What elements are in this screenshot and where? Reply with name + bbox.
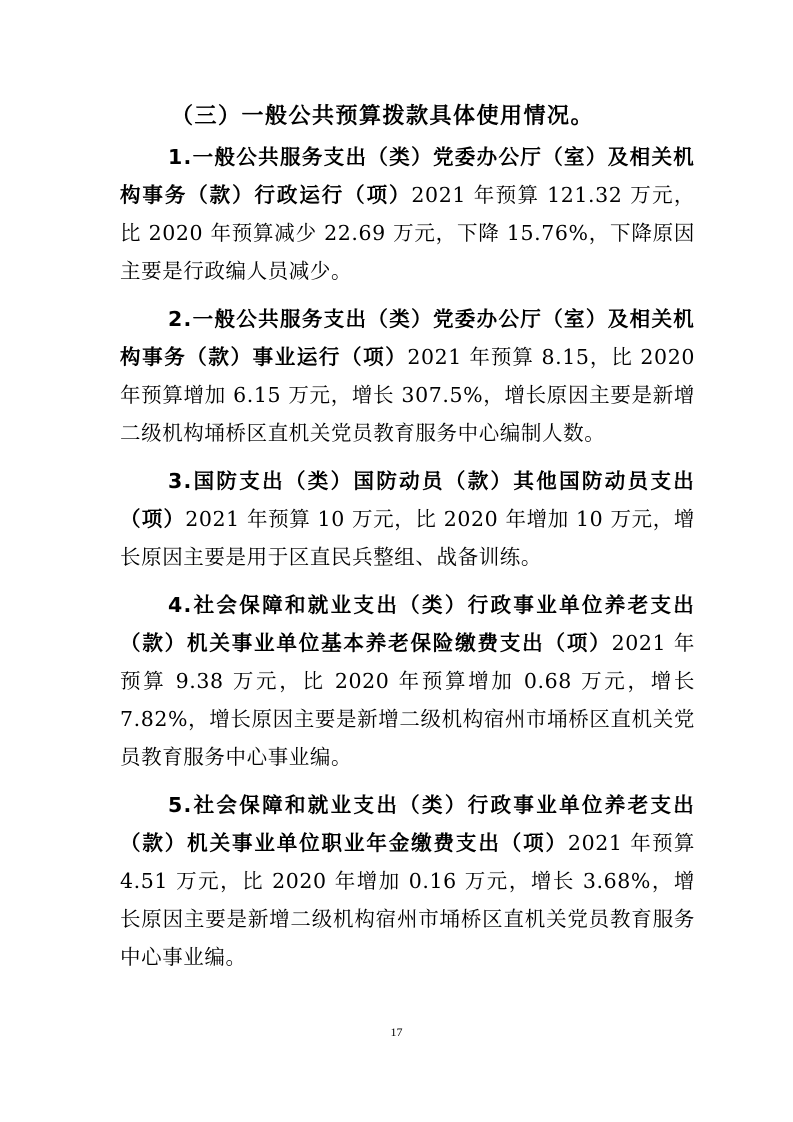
paragraph-item-3 bbox=[120, 462, 695, 576]
item-5-body: 2021 年预算 4.51 万元，比 2020 年增加 0.16 万元，增长 3.68%，增长原因主要是新增二级机构宿州市埇桥区直机关党员教育服务中心事业编。 bbox=[120, 831, 695, 969]
item-2-title: 2.一般公共服务支出（类）党委办公厅（室）及相关机构事务（款）事业运行（项） bbox=[120, 307, 695, 369]
page-content bbox=[120, 100, 695, 976]
item-4-body: 2021 年预算 9.38 万元，比 2020 年预算增加 0.68 万元，增长 7.82%，增长原因主要是新增二级机构宿州市埇桥区直机关党员教育服务中心事业编。 bbox=[120, 631, 695, 769]
paragraph-item-1 bbox=[120, 138, 695, 290]
section-heading: （三）一般公共预算拨款具体使用情况。 bbox=[171, 104, 595, 129]
item-1-title: 1.一般公共服务支出（类）党委办公厅（室）及相关机构事务（款）行政运行（项） bbox=[120, 145, 695, 207]
paragraph-item-4 bbox=[120, 586, 695, 776]
item-3-title: 3.国防支出（类）国防动员（款）其他国防动员支出（项） bbox=[120, 469, 695, 531]
item-5-title: 5.社会保障和就业支出（类）行政事业单位养老支出（款）机关事业单位职业年金缴费支出（项） bbox=[120, 793, 695, 855]
item-2-body: 2021 年预算 8.15，比 2020 年预算增加 6.15 万元，增长 307.5%，增长原因主要是新增二级机构埇桥区直机关党员教育服务中心编制人数。 bbox=[120, 345, 695, 445]
item-3-body: 2021 年预算 10 万元，比 2020 年增加 10 万元，增长原因主要是用于区直民兵整组、战备训练。 bbox=[120, 507, 695, 569]
page-number: 17 bbox=[390, 1025, 403, 1039]
item-1-body: 2021 年预算 121.32 万元，比 2020 年预算减少 22.69 万元，下降 15.76%，下降原因主要是行政编人员减少。 bbox=[120, 183, 695, 283]
paragraph-item-5 bbox=[120, 786, 695, 976]
item-4-title: 4.社会保障和就业支出（类）行政事业单位养老支出（款）机关事业单位基本养老保险缴费支出（项） bbox=[120, 593, 695, 655]
paragraph-item-2 bbox=[120, 300, 695, 452]
